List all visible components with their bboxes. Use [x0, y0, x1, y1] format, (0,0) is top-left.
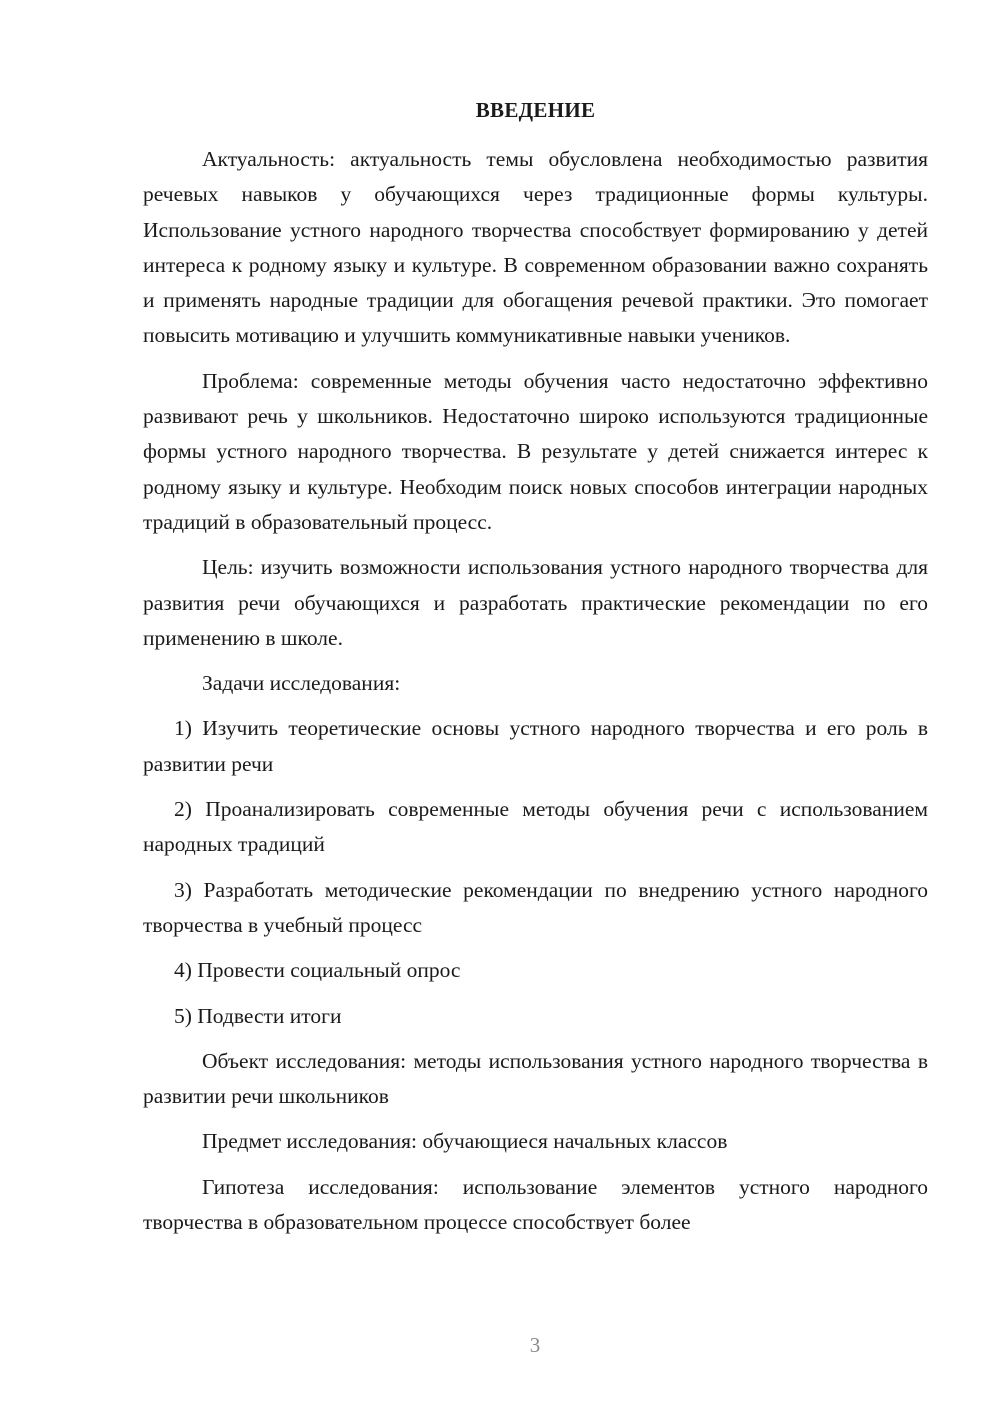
subject-paragraph: Предмет исследования: обучающиеся начальных классов [202, 1129, 728, 1154]
goal-paragraph: Цель: изучить возможности использования устного народного творчества для развития речи обучающихся и разработать практические рекомендации по его применению в школе. [143, 555, 928, 650]
tasks-heading: Задачи исследования: [202, 671, 401, 696]
problem-paragraph: Проблема: современные методы обучения часто недостаточно эффективно развивают речь у школьников. Недостаточно широко используются традиционные формы устного народного творчества. В результате у детей снижается интерес к родному языку и культуре. Необходим поиск новых способов интеграции народных традиций в образовательный процесс. [143, 368, 928, 534]
task-item: 4) Провести социальный опрос [174, 958, 461, 983]
page-title: ВВЕДЕНИЕ [475, 98, 596, 122]
page-number: 3 [529, 1333, 541, 1357]
task-item: 3) Разработать методические рекомендации по внедрению устного народного творчества в учебный процесс [143, 877, 928, 937]
task-item: 1) Изучить теоретические основы устного народного творчества и его роль в развитии речи [143, 716, 928, 776]
document-body [143, 142, 928, 1250]
hypothesis-paragraph: Гипотеза исследования: использование элементов устного народного творчества в образовательном процессе способствует более [143, 1174, 928, 1235]
object-paragraph: Объект исследования: методы использования устного народного творчества в развитии речи школьников [143, 1048, 928, 1109]
task-item: 5) Подвести итоги [174, 1003, 342, 1028]
task-item: 2) Проанализировать современные методы обучения речи с использованием народных традиций [143, 797, 928, 857]
relevance-paragraph: Актуальность: актуальность темы обусловлена необходимостью развития речевых навыков у обучающихся через традиционные формы культуры. Использование устного народного творчества способствует формированию у детей интереса к родному языку и культуре. В современном образовании важно сохранять и применять народные традиции для обогащения речевой практики. Это помогает повысить мотивацию и улучшить коммуникативные навыки учеников. [143, 147, 928, 348]
